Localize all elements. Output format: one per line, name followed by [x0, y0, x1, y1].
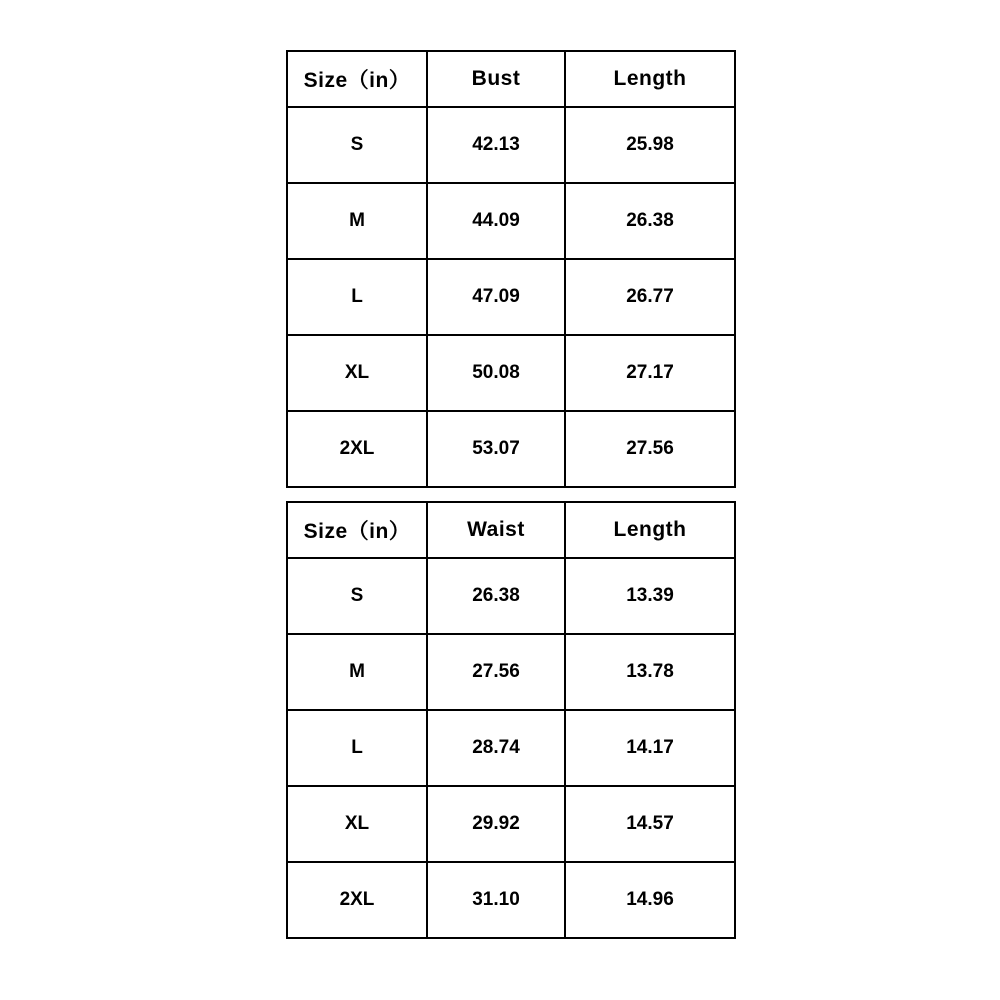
cell-size: L [287, 259, 427, 335]
top-size-table [286, 50, 736, 488]
cell-bust: 44.09 [427, 183, 565, 259]
cell-size: 2XL [287, 411, 427, 487]
cell-length: 14.57 [565, 786, 735, 862]
cell-waist: 31.10 [427, 862, 565, 938]
cell-size: L [287, 710, 427, 786]
cell-waist: 29.92 [427, 786, 565, 862]
column-header-waist: Waist [427, 502, 565, 558]
table-row [287, 335, 735, 411]
cell-length: 25.98 [565, 107, 735, 183]
column-header-length: Length [565, 51, 735, 107]
cell-size: XL [287, 335, 427, 411]
table-row [287, 862, 735, 938]
bottom-size-table-container [286, 501, 734, 939]
cell-length: 13.78 [565, 634, 735, 710]
cell-waist: 28.74 [427, 710, 565, 786]
cell-size: 2XL [287, 862, 427, 938]
cell-bust: 47.09 [427, 259, 565, 335]
table-row [287, 183, 735, 259]
cell-length: 26.77 [565, 259, 735, 335]
cell-bust: 42.13 [427, 107, 565, 183]
cell-size: S [287, 107, 427, 183]
table-row [287, 558, 735, 634]
cell-bust: 50.08 [427, 335, 565, 411]
cell-length: 13.39 [565, 558, 735, 634]
cell-length: 26.38 [565, 183, 735, 259]
cell-bust: 53.07 [427, 411, 565, 487]
cell-length: 14.96 [565, 862, 735, 938]
table-row [287, 107, 735, 183]
cell-waist: 26.38 [427, 558, 565, 634]
table-row [287, 710, 735, 786]
cell-length: 14.17 [565, 710, 735, 786]
column-header-size: Size（in） [287, 51, 427, 107]
cell-size: S [287, 558, 427, 634]
column-header-length: Length [565, 502, 735, 558]
cell-size: M [287, 634, 427, 710]
cell-length: 27.56 [565, 411, 735, 487]
bottom-size-table [286, 501, 736, 939]
column-header-size: Size（in） [287, 502, 427, 558]
table-header-row [287, 51, 735, 107]
cell-size: M [287, 183, 427, 259]
cell-waist: 27.56 [427, 634, 565, 710]
table-row [287, 786, 735, 862]
cell-size: XL [287, 786, 427, 862]
table-row [287, 634, 735, 710]
table-header-row [287, 502, 735, 558]
column-header-bust: Bust [427, 51, 565, 107]
table-row [287, 259, 735, 335]
top-size-table-container [286, 50, 734, 488]
cell-length: 27.17 [565, 335, 735, 411]
table-row [287, 411, 735, 487]
